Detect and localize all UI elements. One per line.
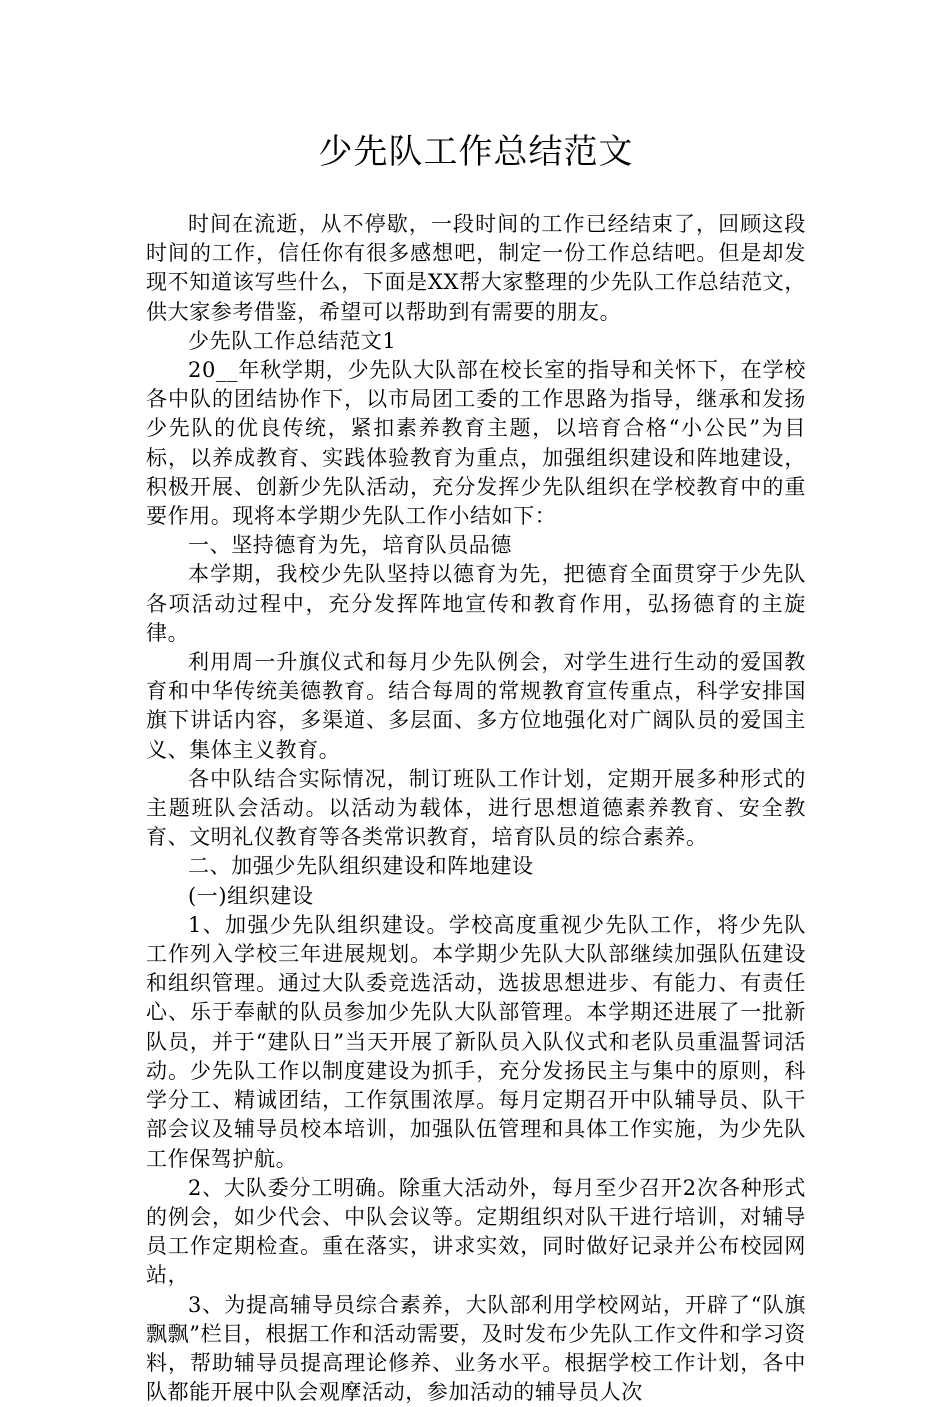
document-title: 少先队工作总结范文	[318, 132, 634, 172]
paragraph: 20__年秋学期，少先队大队部在校长室的指导和关怀下，在学校各中队的团结协作下，以市局团工委的工作思路为指导，继承和发扬少先队的优良传统，紧扣素养教育主题，以培育合格“小公民”为目标，以养成教育、实践体验教育为重点，加强组织建设和阵地建设，积极开展、创新少先队活动，充分发挥少先队组织在学校教育中的重要作用。现将本学期少先队工作小结如下：	[146, 358, 806, 529]
document-page	[146, 118, 806, 1407]
paragraph: 利用周一升旗仪式和每月少先队例会，对学生进行生动的爱国教育和中华传统美德教育。结合每周的常规教育宣传重点，科学安排国旗下讲话内容，多渠道、多层面、多方位地强化对广阔队员的爱国主义、集体主义教育。	[146, 650, 806, 762]
section-heading: 一、坚持德育为先，培育队员品德	[188, 533, 512, 558]
section-heading: 二、加强少先队组织建设和阵地建设	[188, 854, 534, 879]
paragraph: 2、大队委分工明确。除重大活动外，每月至少召开2次各种形式的例会，如少代会、中队会议等。定期组织对队干进行培训，对辅导员工作定期检查。重在落实，讲求实效，同时做好记录并公布校园网站，	[146, 1175, 806, 1288]
subsection-heading: (一)组织建设	[188, 883, 314, 908]
section-heading: 少先队工作总结范文1	[188, 328, 397, 353]
paragraph: 3、为提高辅导员综合素养，大队部利用学校网站，开辟了“队旗飘飘”栏目，根据工作和活动需要，及时发布少先队工作文件和学习资料，帮助辅导员提高理论修养、业务水平。根据学校工作计划，各中队都能开展中队会观摩活动，参加活动的辅导员人次	[146, 1292, 806, 1405]
paragraph: 1、加强少先队组织建设。学校高度重视少先队工作，将少先队工作列入学校三年进展规划。本学期少先队大队部继续加强队伍建设和组织管理。通过大队委竞选活动，选拔思想进步、有能力、有责任心、乐于奉献的队员参加少先队大队部管理。本学期还进展了一批新队员，并于“建队日”当天开展了新队员入队仪式和老队员重温誓词活动。少先队工作以制度建设为抓手，充分发扬民主与集中的原则，科学分工、精诚团结，工作氛围浓厚。每月定期召开中队辅导员、队干部会议及辅导员校本培训，加强队伍管理和具体工作实施，为少先队工作保驾护航。	[146, 912, 806, 1171]
paragraph: 各中队结合实际情况，制订班队工作计划，定期开展多种形式的主题班队会活动。以活动为载体，进行思想道德素养教育、安全教育、文明礼仪教育等各类常识教育，培育队员的综合素养。	[146, 766, 806, 850]
document-body	[146, 210, 806, 1407]
paragraph-intro: 时间在流逝，从不停歇，一段时间的工作已经结束了，回顾这段时间的工作，信任你有很多感想吧，制定一份工作总结吧。但是却发现不知道该写些什么，下面是XX帮大家整理的少先队工作总结范文，供大家参考借鉴，希望可以帮助到有需要的朋友。	[146, 212, 806, 324]
paragraph: 本学期，我校少先队坚持以德育为先，把德育全面贯穿于少先队各项活动过程中，充分发挥阵地宣传和教育作用，弘扬德育的主旋律。	[146, 562, 806, 645]
